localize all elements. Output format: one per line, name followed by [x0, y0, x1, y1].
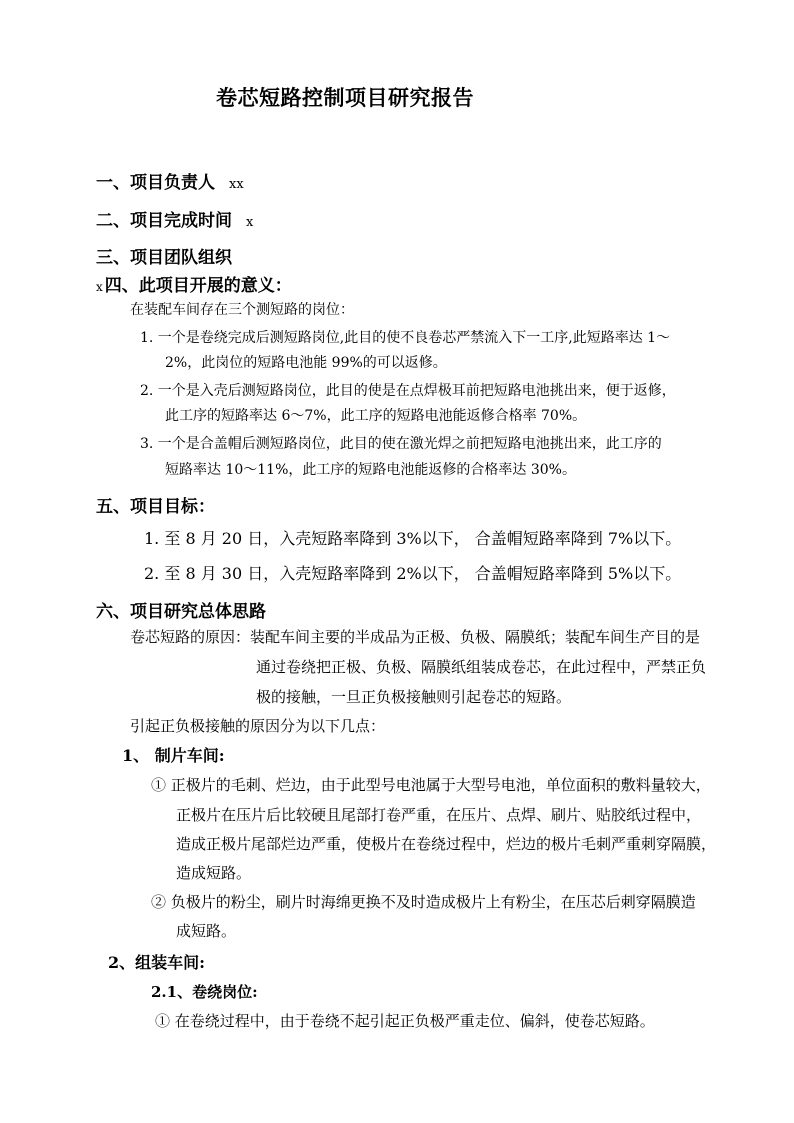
- section-3-heading: 三、项目团队组织: [96, 248, 232, 268]
- workshop-2-subheading: 2.1、卷绕岗位:: [151, 983, 258, 1001]
- section-2-value: x: [246, 215, 254, 230]
- section-1-label: 一、项目负责人: [96, 173, 215, 193]
- list-item-3-line-1: 3. 一个是合盖帽后测短路岗位，此目的使在激光焊之前把短路电池挑出来，此工序的: [140, 436, 662, 452]
- workshop-1-item-1-line-4: 造成短路。: [176, 864, 252, 882]
- list-item-2-line-2: 此工序的短路率达 6～7%，此工序的短路电池能返修合格率 70%。: [165, 408, 587, 424]
- section-4-heading: [96, 271, 292, 296]
- list-item-3-line-2: 短路率达 10～11%，此工序的短路电池能返修的合格率达 30%。: [165, 462, 576, 478]
- cause-line-2: 通过卷绕把正极、负极、隔膜纸组装成卷芯，在此过程中，严禁正负: [256, 658, 707, 676]
- goal-1: 1. 至 8 月 20 日，入壳短路率降到 3%以下， 合盖帽短路率降到 7%以下。: [144, 529, 682, 548]
- section-5-heading: 五、项目目标：: [96, 497, 215, 517]
- document-title: 卷芯短路控制项目研究报告: [216, 85, 474, 110]
- reasons-intro: 引起正负极接触的原因分为以下几点：: [130, 717, 386, 735]
- section-6-heading: 六、项目研究总体思路: [96, 602, 266, 622]
- workshop-1-heading: 1、 制片车间:: [122, 746, 225, 765]
- workshop-1-item-2-line-1: ② 负极片的粉尘，刷片时海绵更换不及时造成极片上有粉尘，在压芯后刺穿隔膜造: [151, 893, 696, 911]
- workshop-1-item-1-line-2: 正极片在压片后比较硬且尾部打卷严重，在压片、点焊、刷片、贴胶纸过程中，: [176, 806, 702, 824]
- cause-line-3: 极的接触，一旦正负极接触则引起卷芯的短路。: [256, 688, 572, 706]
- list-item-1-line-1: 1. 一个是卷绕完成后测短路岗位,此目的使不良卷芯严禁流入下一工序,此短路率达 1～: [140, 330, 671, 346]
- workshop-1-item-1-line-3: 造成正极片尾部烂边严重，使极片在卷绕过程中，烂边的极片毛刺严重刺穿隔膜，: [176, 835, 717, 853]
- workshop-2-heading: 2、组装车间:: [108, 953, 206, 972]
- goal-2: 2. 至 8 月 30 日，入壳短路率降到 2%以下， 合盖帽短路率降到 5%以下。: [144, 564, 682, 583]
- list-item-2-line-1: 2. 一个是入壳后测短路岗位，此目的使是在点焊极耳前把短路电池挑出来，便于返修，: [140, 383, 676, 399]
- section-4-intro: 在装配车间存在三个测短路的岗位：: [130, 302, 354, 318]
- list-item-1-line-2: 2%，此岗位的短路电池能 99%的可以返修。: [165, 355, 447, 371]
- workshop-2-item-1: ① 在卷绕过程中，由于卷绕不起引起正负极严重走位、偏斜，使卷芯短路。: [155, 1012, 655, 1030]
- section-2-label: 二、项目完成时间: [96, 211, 232, 231]
- workshop-1-item-1-line-1: ① 正极片的毛刺、烂边，由于此型号电池属于大型号电池，单位面积的敷料量较大，: [151, 776, 711, 794]
- section-4-marker: x: [96, 280, 103, 294]
- section-4-label: 四、此项目开展的意义：: [104, 276, 292, 296]
- workshop-1-item-2-line-2: 成短路。: [176, 922, 237, 940]
- section-1-heading: [96, 168, 244, 193]
- cause-line-1: 卷芯短路的原因：装配车间主要的半成品为正极、负极、隔膜纸；装配车间生产目的是: [130, 628, 701, 646]
- section-2-heading: [96, 206, 253, 231]
- section-1-value: xx: [229, 177, 244, 192]
